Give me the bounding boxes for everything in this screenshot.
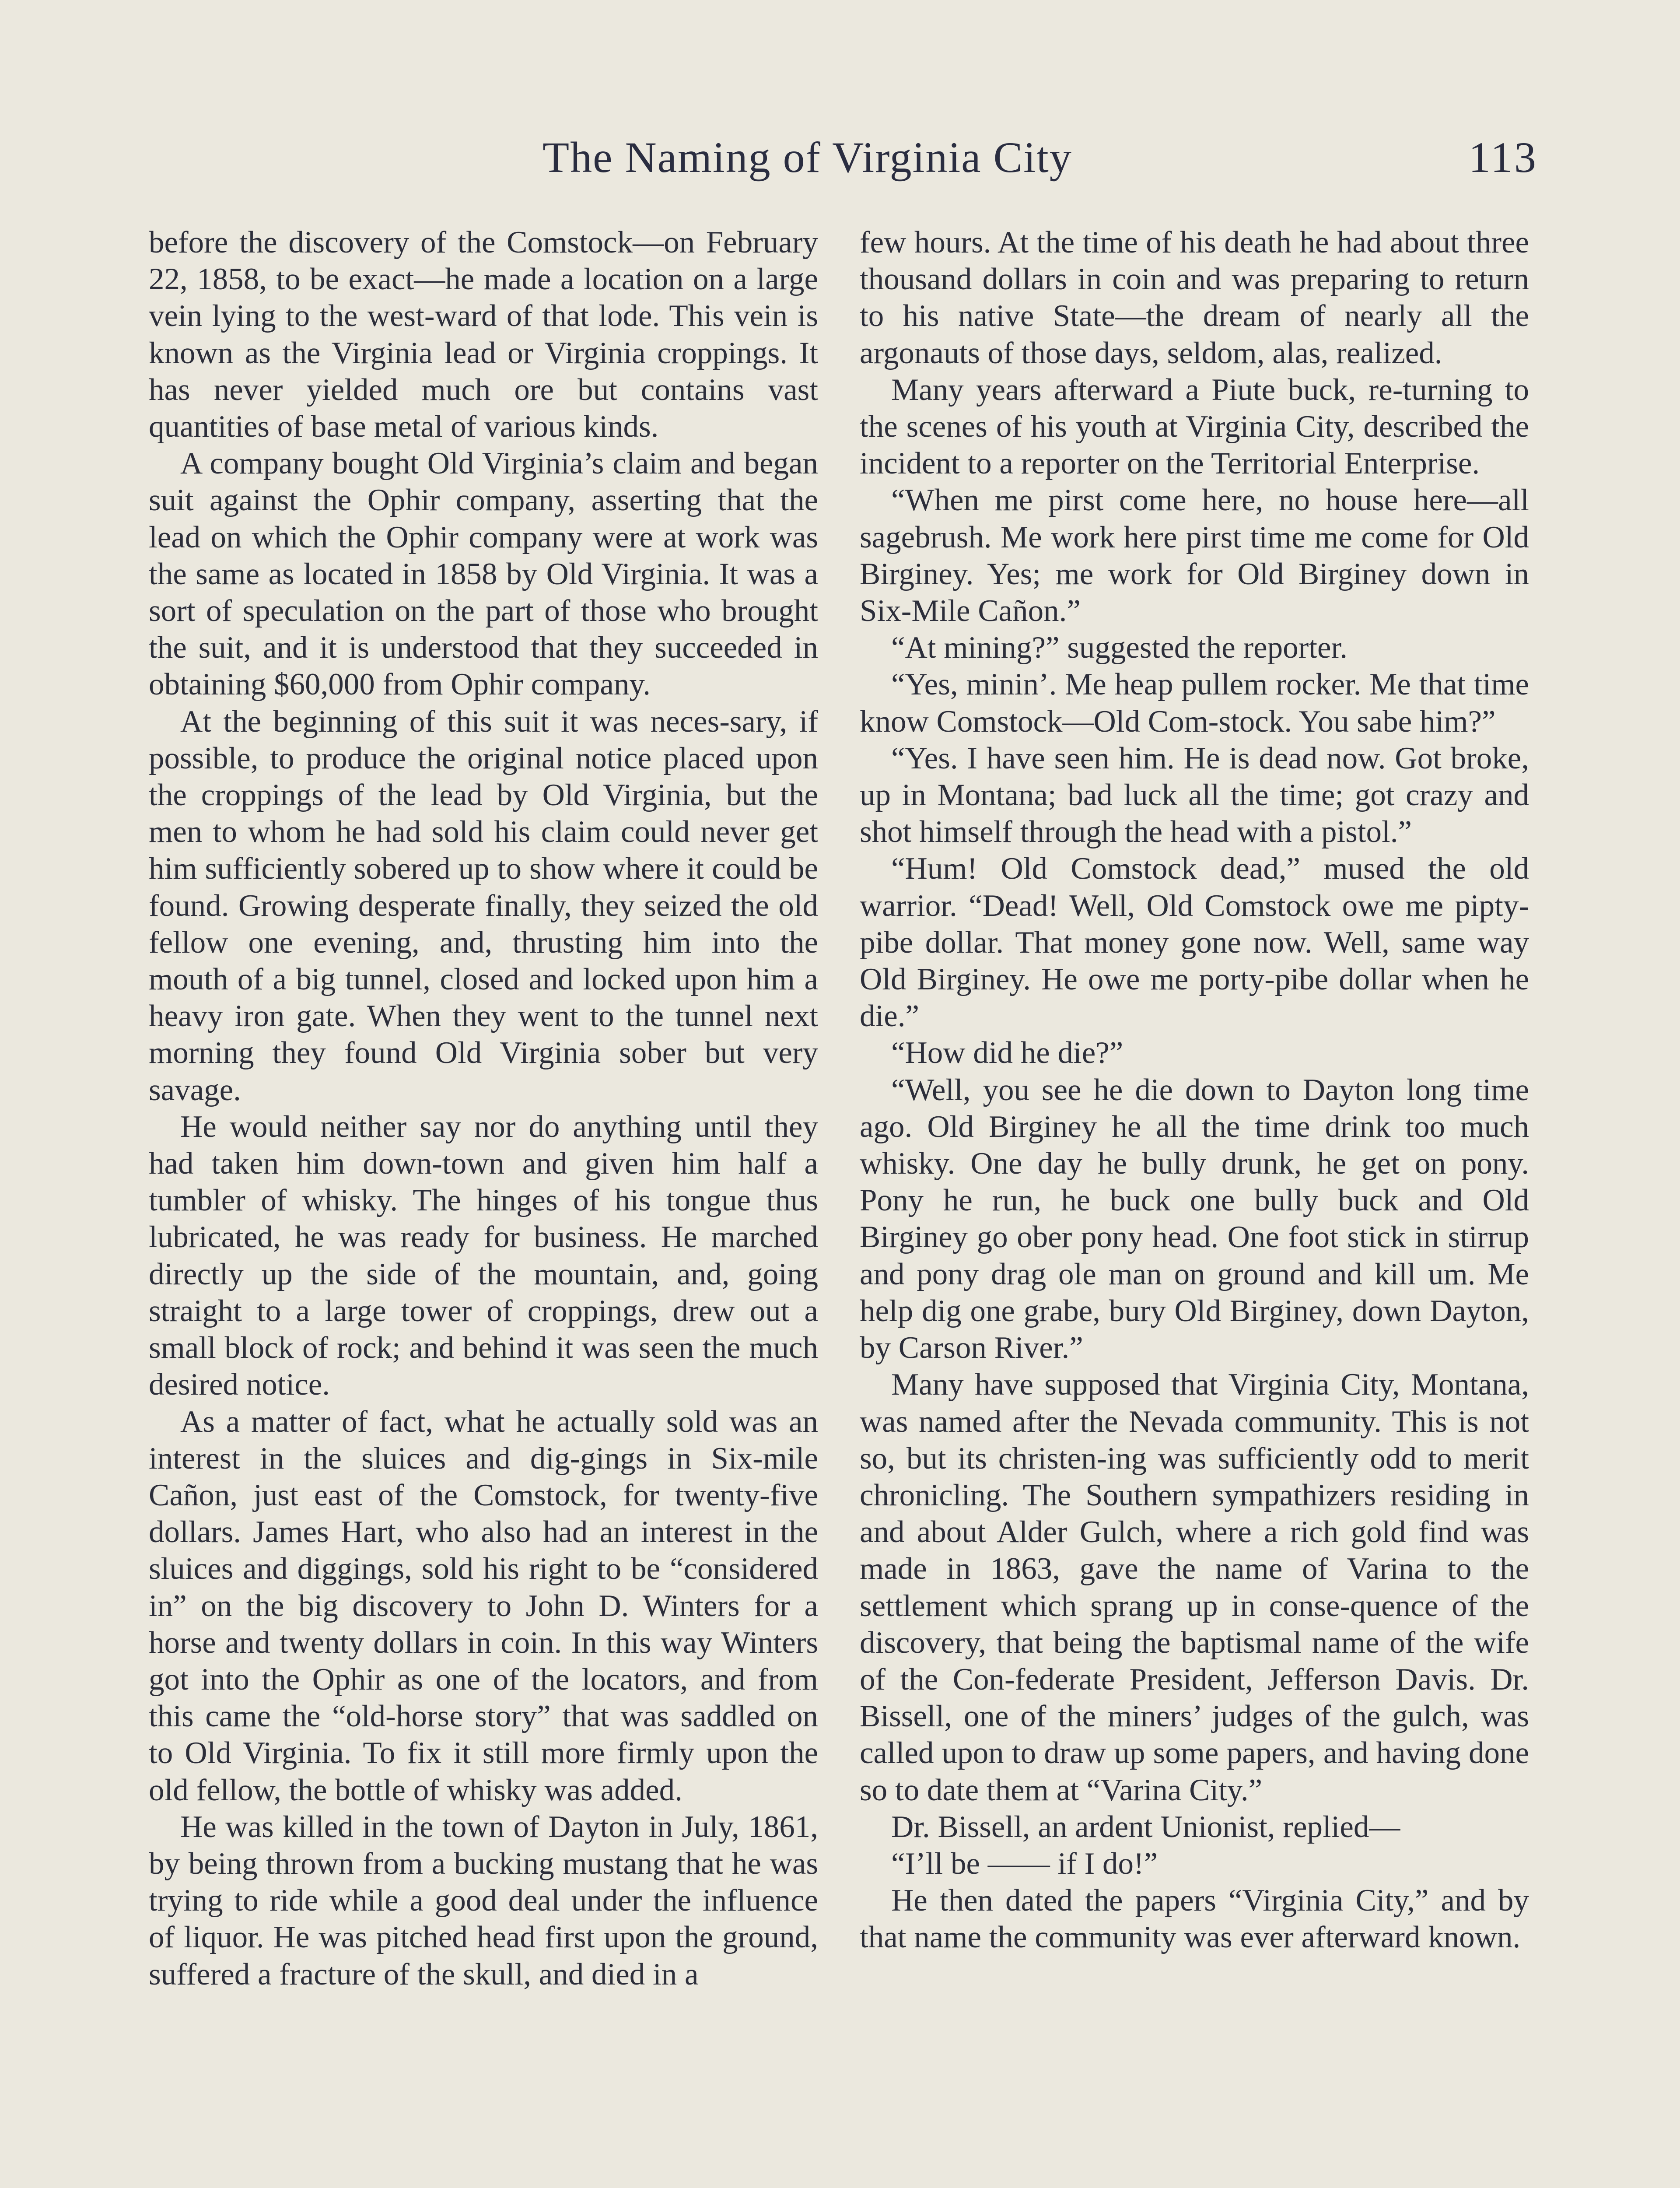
left-column — [149, 224, 818, 1993]
right-paragraph: “Yes. I have seen him. He is dead now. Got broke, up in Montana; bad luck all the time; got crazy and shot himself through the head with a pistol.” — [860, 741, 1529, 849]
left-paragraph: He would neither say nor do anything until they had taken him down-town and given him half a tumbler of whisky. The hinges of his tongue thus lubricated, he was ready for business. He marched directly up the side of the mountain, and, going straight to a large tower of croppings, drew out a small block of rock; and behind it was seen the much desired notice. — [149, 1109, 818, 1402]
right-paragraph: “Well, you see he die down to Dayton long time ago. Old Birginey he all the time drink too much whisky. One day he bully drunk, he get on pony. Pony he run, he buck one bully buck and Old Birginey go ober pony head. One foot stick in stirrup and pony drag ole man on ground and kill um. Me help dig one grabe, bury Old Birginey, down Dayton, by Carson River.” — [860, 1073, 1529, 1365]
page-number: 113 — [1468, 133, 1538, 182]
right-paragraph: “I’ll be —— if I do!” — [891, 1846, 1158, 1881]
right-paragraph: Many have supposed that Virginia City, Montana, was named after the Nevada community. This is not so, but its christen-ing was sufficiently odd to merit chronicling. The Southern sympathizers residing in and about Alder Gulch, where a rich gold find was made in 1863, gave the name of Varina to the settlement which sprang up in conse-quence of the discovery, that being the baptismal name of the wife of the Con-federate President, Jefferson Davis. Dr. Bissell, one of the miners’ judges of the gulch, was called upon to draw up some papers, and having done so to date them at “Varina City.” — [860, 1368, 1529, 1807]
right-paragraph: “Yes, minin’. Me heap pullem rocker. Me that time know Comstock—Old Com-stock. You sabe him?” — [860, 667, 1529, 739]
right-paragraph: “How did he die?” — [891, 1036, 1124, 1070]
right-paragraph: “At mining?” suggested the reporter. — [891, 631, 1348, 665]
left-paragraph: As a matter of fact, what he actually sold was an interest in the sluices and dig-gings in Six-mile Cañon, just east of the Comstock, for twenty-five dollars. James Hart, who also had an interest in the sluices and diggings, sold his right to be “considered in” on the big discovery to John D. Winters for a horse and twenty dollars in coin. In this way Winters got into the Ophir as one of the locators, and from this came the “old-horse story” that was saddled on to Old Virginia. To fix it still more firmly upon the old fellow, the bottle of whisky was added. — [149, 1404, 818, 1807]
right-paragraph: “Hum! Old Comstock dead,” mused the old warrior. “Dead! Well, Old Comstock owe me pipty-pibe dollar. That money gone now. Well, same way Old Birginey. He owe me porty-pibe dollar when he die.” — [860, 852, 1529, 1034]
right-paragraph: Dr. Bissell, an ardent Unionist, replied— — [891, 1809, 1400, 1844]
right-column — [860, 224, 1529, 1956]
left-paragraph: before the discovery of the Comstock—on February 22, 1858, to be exact—he made a location on a large vein lying to the west-ward of that lode. This vein is known as the Virginia lead or Virginia croppings. It has never yielded much ore but contains vast quantities of base metal of various kinds. — [149, 225, 818, 444]
right-paragraph: Many years afterward a Piute buck, re-turning to the scenes of his youth at Virginia City, described the incident to a reporter on the Territorial Enterprise. — [860, 372, 1529, 481]
right-paragraph: “When me pirst come here, no house here—all sagebrush. Me work here pirst time me come for Old Birginey. Yes; me work for Old Birginey down in Six-Mile Cañon.” — [860, 483, 1529, 628]
left-paragraph: At the beginning of this suit it was neces-sary, if possible, to produce the original notice placed upon the croppings of the lead by Old Virginia, but the men to whom he had sold his claim could never get him sufficiently sobered up to show where it could be found. Growing desperate finally, they seized the old fellow one evening, and, thrusting him into the mouth of a big tunnel, closed and locked upon him a heavy iron gate. When they went to the tunnel next morning they found Old Virginia sober but very savage. — [149, 704, 818, 1107]
right-paragraph: few hours. At the time of his death he had about three thousand dollars in coin and was preparing to return to his native State—the dream of nearly all the argonauts of those days, seldom, alas, realized. — [860, 225, 1529, 370]
running-title: The Naming of Virginia City — [542, 133, 1072, 182]
right-paragraph: He then dated the papers “Virginia City,” and by that name the community was ever afterward known. — [860, 1883, 1529, 1955]
running-head — [0, 129, 1680, 190]
left-paragraph: A company bought Old Virginia’s claim and began suit against the Ophir company, asserting that the lead on which the Ophir company were at work was the same as located in 1858 by Old Virginia. It was a sort of speculation on the part of those who brought the suit, and it is understood that they succeeded in obtaining $60,000 from Ophir company. — [149, 446, 818, 702]
left-paragraph: He was killed in the town of Dayton in July, 1861, by being thrown from a bucking mustang that he was trying to ride while a good deal under the influence of liquor. He was pitched head first upon the ground, suffered a fracture of the skull, and died in a — [149, 1809, 818, 1992]
